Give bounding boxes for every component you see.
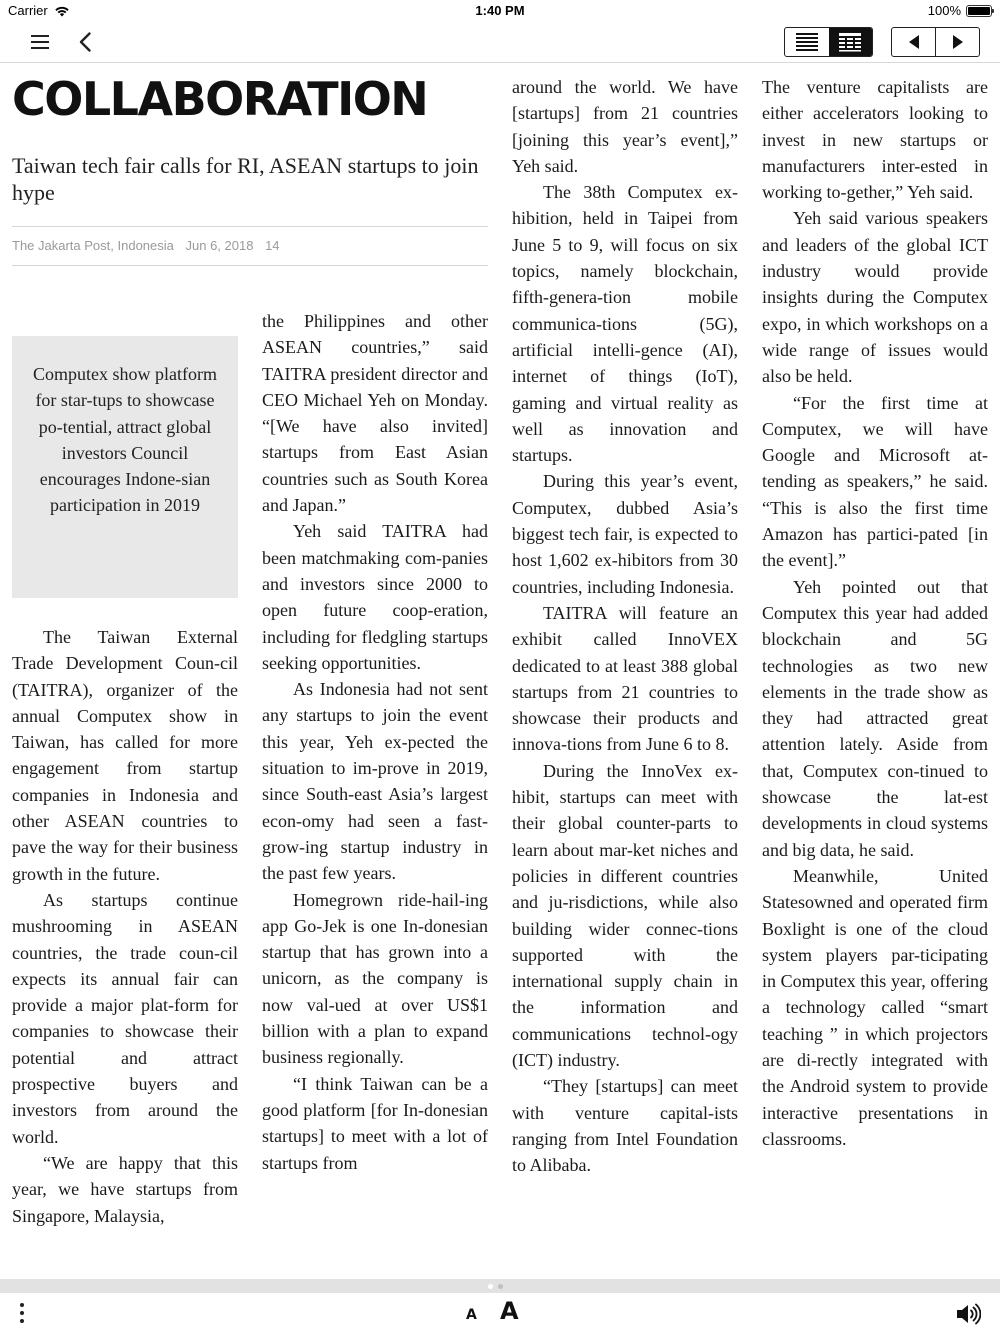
paragraph: As startups continue mushrooming in ASEAN countries, the trade coun-cil expects its annual fair can provide a major plat-form for companies to showcase their potential and attract prospective buyers and investors from around the world. (12, 889, 238, 1147)
paragraph: “They [startups] can meet with venture capital-ists ranging from Intel Foundation to Alibaba. (512, 1076, 738, 1176)
page-navigation (891, 27, 980, 57)
article-column-4 (762, 74, 988, 1152)
paragraph: “For the first time at Computex, we will have Google and Microsoft at-tending as speakers,” he said. “This is also the first time Amazon has partici-pated [in the event].” (762, 392, 988, 571)
article-meta (12, 226, 488, 266)
increase-font-button[interactable]: A (500, 1297, 519, 1325)
grid-view-icon (838, 32, 862, 52)
paragraph: the Philippines and other ASEAN countries,” said TAITRA president director and CEO Michael Yeh on Monday. “[We have also invited] startups from East Asian countries such as South Korea and Japan.” (262, 311, 488, 516)
next-page-button[interactable] (935, 28, 979, 56)
text-view-button[interactable] (785, 28, 829, 56)
text-view-icon (795, 32, 819, 52)
top-toolbar (0, 22, 1000, 63)
page-dot[interactable] (498, 1284, 503, 1289)
paragraph: The venture capitalists are either accelerators looking to invest in new startups or manufacturers inter-ested in working to-gether,” Yeh said. (762, 77, 988, 203)
previous-page-button[interactable] (892, 28, 935, 56)
paragraph: around the world. We have [startups] from 21 countries [joining this year’s event],” Yeh said. (512, 77, 738, 176)
status-time: 1:40 PM (475, 3, 525, 18)
paragraph: During this year’s event, Computex, dubbed Asia’s biggest tech fair, is expected to host 1,602 ex-hibitors from 30 countries, including Indonesia. (512, 471, 738, 597)
page-indicator[interactable] (488, 1284, 503, 1289)
bottom-toolbar (0, 1293, 1000, 1334)
article-date: Jun 6, 2018 (185, 238, 254, 253)
article-column-1 (12, 624, 238, 1229)
paragraph: Yeh said TAITRA had been matchmaking com-panies and investors since 2000 to open future coop-eration, including for fledgling startups seeking opportunities. (262, 521, 488, 673)
view-mode-toggle (784, 27, 873, 57)
paragraph: The 38th Computex ex-hibition, held in Taipei from June 5 to 9, will focus on six topics, namely blockchain, fifth-genera-tion mobile communica-tions (5G), artificial intelli-gence (AI), internet of things (IoT), gaming and virtual reality as well as innovation and startups. (512, 182, 738, 466)
grid-view-button[interactable] (829, 28, 873, 56)
paragraph: Yeh pointed out that Computex this year had added blockchain and 5G technologies as two new elements in the trade show as they had attracted great attention lately. Aside from that, Computex con-tinued to showcase the lat-est developments in cloud systems and big data, he said. (762, 576, 988, 860)
paragraph: Meanwhile, United Statesowned and operated firm Boxlight is one of the cloud system players par-ticipating in Computex this year, offering a technology called “smart teaching ” in which projectors are di-rectly integrated with the Android system to provide interactive presentations in classrooms. (762, 865, 988, 1149)
paragraph: The Taiwan External Trade Development Coun-cil (TAITRA), organizer of the annual Computex show in Taiwan, has called for more engagement from startup companies in Indonesia and other ASEAN countries to pave the way for their business growth in the future. (12, 627, 238, 884)
paragraph: “I think Taiwan can be a good platform [for In-donesian startups] to meet with a lot of startups from (262, 1073, 488, 1173)
pull-quote: Computex show platform for star-tups to showcase po-tential, attract global investors Council encourages Indone-sian participation in 2019 (12, 336, 238, 598)
status-right (928, 3, 992, 18)
arrow-right-icon (951, 34, 965, 50)
paragraph: Homegrown ride-hail-ing app Go-Jek is one In-donesian startup that has grown into a unicorn, as the company is now val-ued at over US$1 billion with a plan to expand business regionally. (262, 889, 488, 1068)
speaker-icon[interactable] (955, 1302, 981, 1326)
article-source: The Jakarta Post, Indonesia (12, 238, 174, 253)
carrier-label: Carrier (8, 3, 48, 18)
paragraph: During the InnoVex ex-hibit, startups can meet with their global counter-parts to learn about mar-ket niches and policies in different countries and ju-risdictions, while also building wider connec-tions supported with the international supply chain in the information and communications technol-ogy (ICT) industry. (512, 760, 738, 1070)
paragraph: As Indonesia had not sent any startups to join the event this year, Yeh ex-pected the situation to im-prove in 2019, since South-east Asia’s largest econ-omy had seen a fast-grow-ing startup industry in the past few years. (262, 679, 488, 884)
article-subtitle: Taiwan tech fair calls for RI, ASEAN startups to join hype (12, 153, 479, 205)
status-bar (0, 0, 1000, 22)
arrow-left-icon (907, 34, 921, 50)
article-column-3 (512, 74, 738, 1178)
more-vertical-icon[interactable] (14, 1300, 30, 1326)
article-column-2 (262, 308, 488, 1176)
chevron-left-icon[interactable] (74, 30, 98, 54)
battery-icon (966, 5, 992, 17)
decrease-font-button[interactable]: A (466, 1307, 477, 1323)
article-headline: COLLABORATION (12, 72, 428, 126)
page-dot[interactable] (488, 1284, 493, 1289)
paragraph: “We are happy that this year, we have startups from Singapore, Malaysia, (12, 1152, 238, 1226)
battery-percent: 100% (927, 3, 961, 18)
paragraph: Yeh said various speakers and leaders of the global ICT industry would provide insights during the Computex expo, in which workshops on a wide range of issues would also be held. (762, 208, 988, 387)
paragraph: TAITRA will feature an exhibit called InnoVEX dedicated to at least 388 global startups from 21 countries to showcase their products and innova-tions from June 6 to 8. (512, 602, 738, 755)
article-page-number: 14 (265, 238, 280, 253)
hamburger-menu-icon[interactable] (28, 30, 52, 54)
